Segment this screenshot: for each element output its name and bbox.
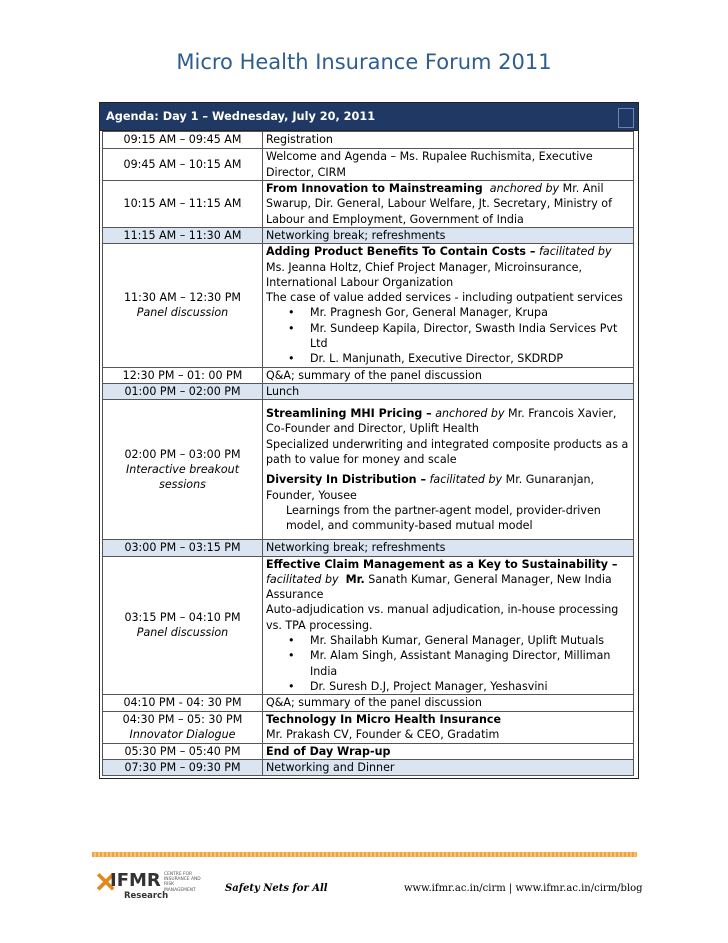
role-label: facilitated by [266,572,339,586]
table-row [103,695,634,711]
session-title: Technology In Micro Health Insurance [266,712,501,726]
session-title: From Innovation to Mainstreaming [266,182,483,196]
session-cell: Registration [263,132,634,149]
time-cell [103,244,263,367]
session-topic: The case of value added services - including outpatient services [266,291,623,305]
logo-subtext: Research [124,891,169,901]
table-row [103,181,634,228]
time-cell: 12:30 PM – 01: 00 PM [103,367,263,383]
session-type: Panel discussion [136,306,229,320]
time-cell [103,711,263,743]
session-cell [263,400,634,540]
speaker-text: Mr. Prakash CV, Founder & CEO, Gradatim [266,728,500,742]
speaker-list [266,633,630,694]
table-row [103,367,634,383]
speaker-text: Sanath Kumar, General Manager, New India Assurance [266,572,612,602]
session-cell [263,556,634,695]
table-row [103,711,634,743]
page-title: Micro Health Insurance Forum 2011 [176,50,552,74]
session-cell [263,181,634,228]
table-row [103,149,634,181]
table-row [103,383,634,399]
time-label: 02:00 PM – 03:00 PM [124,447,241,461]
list-item: • Dr. Suresh D.J, Project Manager, Yeshasvini [266,679,630,694]
session-cell: Networking break; refreshments [263,540,634,556]
table-row [103,228,634,244]
session-title: Streamlining MHI Pricing – [266,407,432,421]
session-type: Interactive breakout sessions [125,463,240,492]
session-topic: Specialized underwriting and integrated composite products as a path to value for money and scale [266,437,629,466]
agenda-header-text: Agenda: Day 1 – Wednesday, July 20, 2011 [106,110,376,123]
time-cell: 01:00 PM – 02:00 PM [103,383,263,399]
time-label: 03:15 PM – 04:10 PM [124,611,241,625]
session-cell: Q&A; summary of the panel discussion [263,695,634,711]
session-cell: Lunch [263,383,634,399]
time-cell: 09:45 AM – 10:15 AM [103,149,263,181]
session-title: Adding Product Benefits To Contain Costs – [266,245,536,259]
ifmr-swoosh-icon: ✕ [94,866,118,899]
speaker-text: Mr. Anil Swarup, Dir. General, Labour Welfare, Jt. Secretary, Ministry of Labour and Employment, Government of India [266,182,612,226]
session-cell: Networking and Dinner [263,759,634,775]
ifmr-logo [94,864,214,906]
speaker-text: Ms. Jeanna Holtz, Chief Project Manager, Microinsurance, International Labour Organization [266,260,583,289]
schedule-table [102,131,634,776]
time-cell [103,400,263,540]
logo-centre-text: CENTRE FOR INSURANCE AND RISK MANAGEMENT [164,872,201,893]
agenda-table [99,102,639,779]
table-row [103,132,634,149]
role-label: facilitated by [538,245,612,259]
table-row [103,759,634,775]
session-cell: Q&A; summary of the panel discussion [263,367,634,383]
speaker-list [266,305,630,366]
speaker-text: Mr. Francois Xavier, Co-Founder and Director, Uplift Health [266,407,617,436]
time-label: 11:30 AM – 12:30 PM [123,291,241,305]
list-item: • Mr. Pragnesh Gor, General Manager, Krupa [266,305,630,320]
table-row [103,540,634,556]
list-item: • Mr. Sundeep Kapila, Director, Swasth India Services Pvt Ltd [266,321,630,352]
time-cell: 10:15 AM – 11:15 AM [103,181,263,228]
session-title: Effective Claim Management as a Key to Sustainability – [266,557,618,571]
role-label: anchored by [435,407,505,421]
footer-divider [92,852,637,857]
session-type: Innovator Dialogue [129,728,236,742]
footer-tagline: Safety Nets for All [225,883,328,894]
list-item: • Mr. Alam Singh, Assistant Managing Director, Milliman India [266,648,630,679]
table-row [103,244,634,367]
list-item: • Mr. Shailabh Kumar, General Manager, Uplift Mutuals [266,633,630,648]
time-cell: 11:15 AM – 11:30 AM [103,228,263,244]
time-cell: 04:10 PM - 04: 30 PM [103,695,263,711]
agenda-header [100,103,638,131]
time-cell [103,556,263,695]
session-topic: Auto-adjudication vs. manual adjudication, in-house processing vs. TPA processing. [266,603,619,632]
table-row [103,556,634,695]
speaker-title: Mr. [345,572,365,586]
session-cell: Welcome and Agenda – Ms. Rupalee Ruchismita, Executive Director, CIRM [263,149,634,181]
role-label: anchored by [489,182,560,196]
time-cell: 09:15 AM – 09:45 AM [103,132,263,149]
time-cell: 05:30 PM – 05:40 PM [103,743,263,759]
session-cell: End of Day Wrap-up [263,743,634,759]
session-cell: Networking break; refreshments [263,228,634,244]
list-item: • Dr. L. Manjunath, Executive Director, SKDRDP [266,351,630,366]
session-type: Panel discussion [136,626,229,640]
table-row [103,743,634,759]
session-title: Diversity In Distribution – [266,473,426,487]
logo-text: IFMR [110,870,161,891]
session-topic: Learnings from the partner-agent model, provider-driven model, and community-based mutual model [286,503,601,533]
session-cell [263,244,634,367]
table-row [103,400,634,540]
session-cell [263,711,634,743]
time-cell: 07:30 PM – 09:30 PM [103,759,263,775]
time-cell: 03:00 PM – 03:15 PM [103,540,263,556]
footer-links[interactable]: www.ifmr.ac.in/cirm | www.ifmr.ac.in/cirm/blog [404,883,643,894]
role-label: facilitated by [429,473,503,487]
speaker-text: Mr. Gunaranjan, Founder, Yousee [266,473,595,502]
time-label: 04:30 PM – 05: 30 PM [122,712,243,726]
